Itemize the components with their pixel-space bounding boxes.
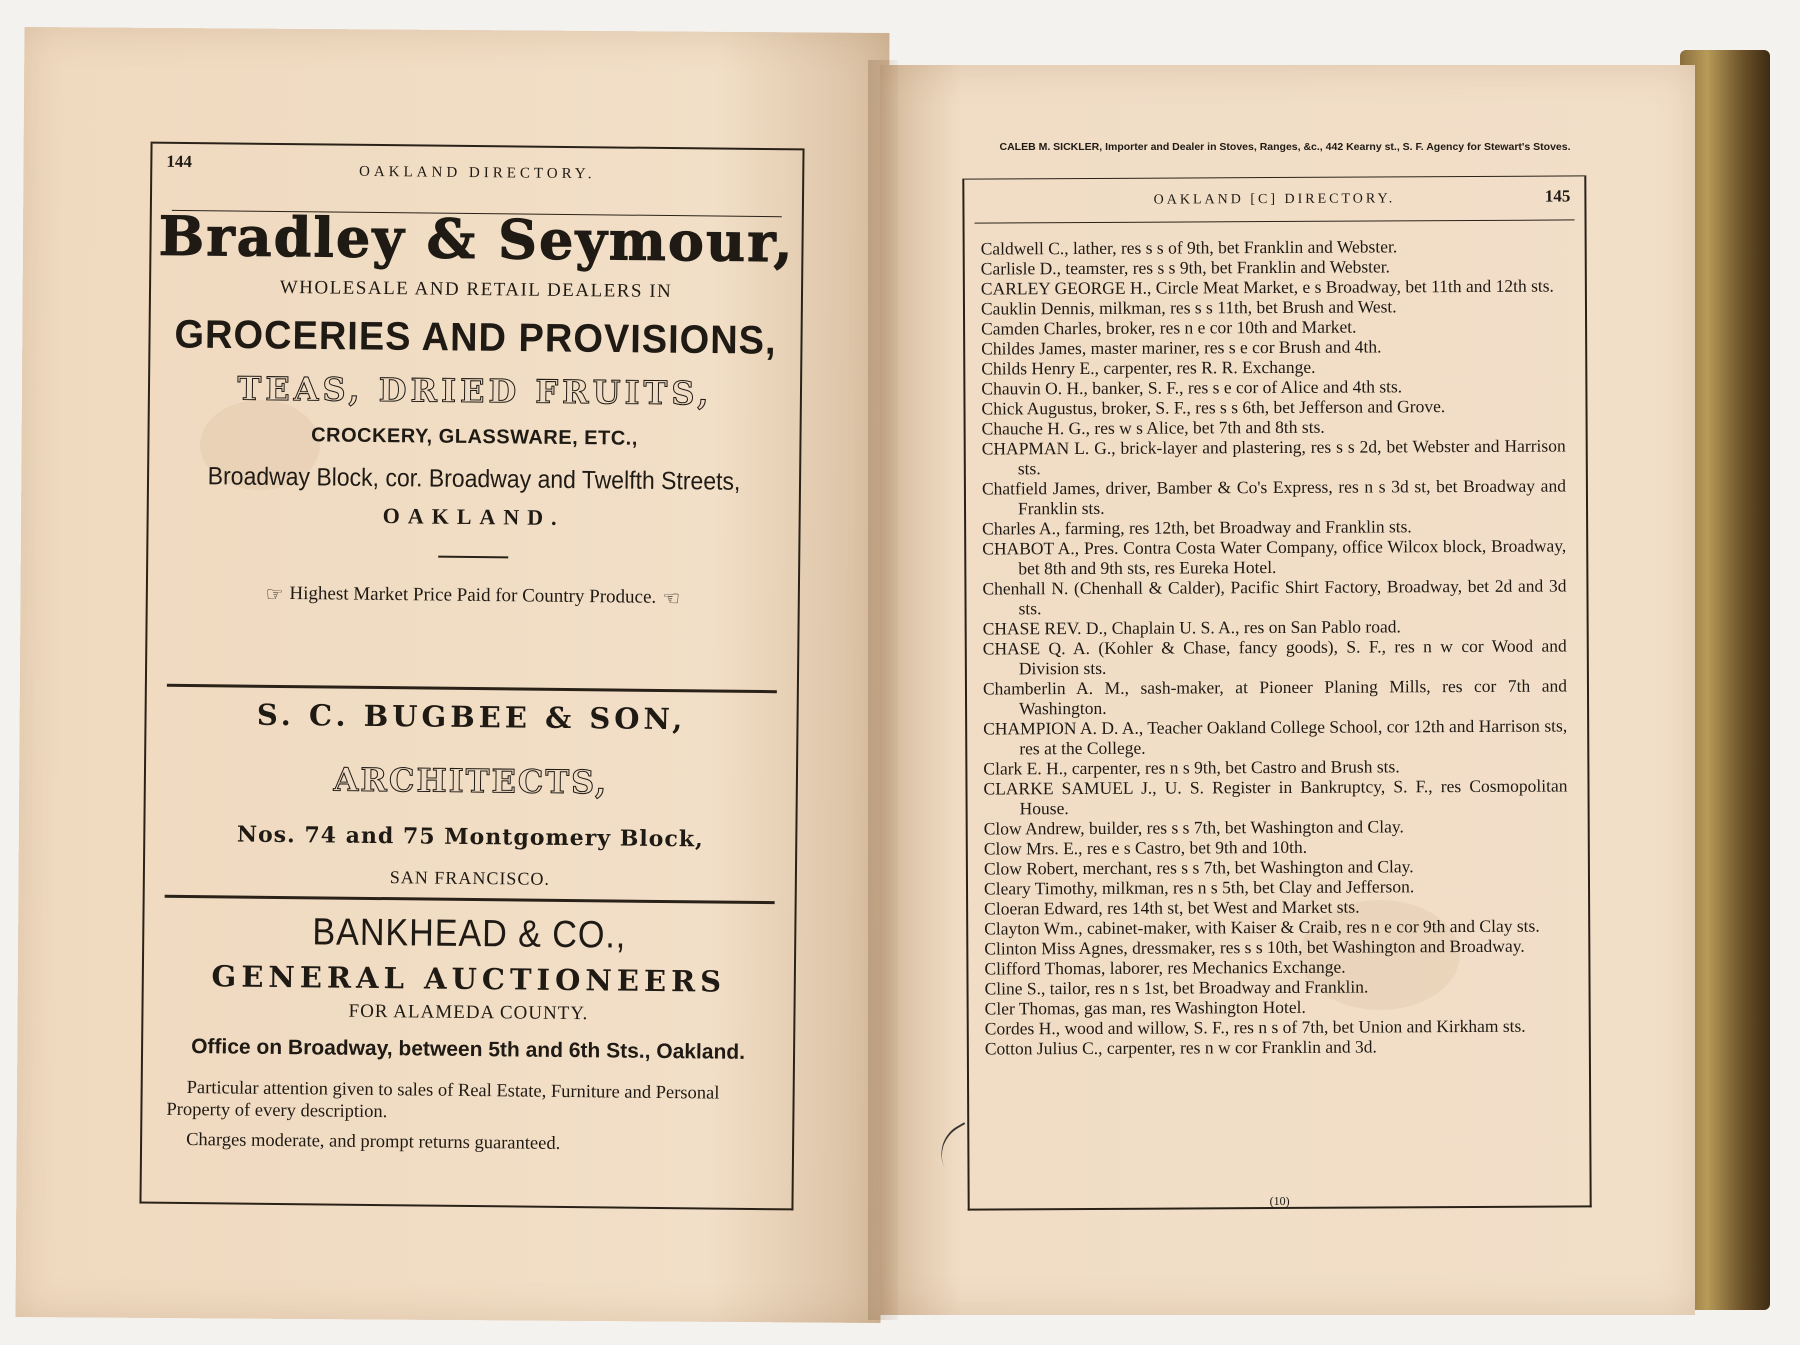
directory-entry: CHASE Q. A. (Kohler & Chase, fancy goods), S. F., res n w cor Wood and Division sts. [982,635,1567,679]
directory-entry: CHAMPION A. D. A., Teacher Oakland College School, cor 12th and Harrison sts, res at the College. [983,715,1568,759]
directory-entry: Cloeran Edward, res 14th st, bet West and Market sts. [984,896,1360,919]
ad-city: OAKLAND. [382,503,565,530]
ad-address: Broadway Block, cor. Broadway and Twelfth Streets, [207,462,741,496]
directory-entry: Cauklin Dennis, milkman, res s s 11th, bet Brush and West. [980,296,1397,319]
right-page-frame [962,175,1591,1210]
directory-entry: Childs Henry E., carpenter, res R. R. Exchange. [981,356,1316,379]
directory-entry: Chamberlin A. M., sash-maker, at Pioneer Planing Mills, res cor 7th and Washington. [982,675,1568,719]
running-head: OAKLAND DIRECTORY. [358,163,596,183]
pointing-hand-icon: ☞ [265,583,284,607]
running-head: OAKLAND [C] DIRECTORY. [1153,191,1396,208]
ad-subtitle: WHOLESALE AND RETAIL DEALERS IN [279,276,673,303]
directory-entry: Clow Robert, merchant, res s s 7th, bet Washington and Clay. [983,856,1414,879]
produce-text: Highest Market Price Paid for Country Produce. [289,582,657,608]
directory-entry: Chatfield James, driver, Bamber & Co's Express, res n s 3d st, bet Broadway and Franklin sts. [981,475,1566,519]
directory-entry: CARLEY GEORGE H., Circle Meat Market, e s Broadway, bet 11th and 12th sts. [980,275,1554,299]
directory-entry: CHAPMAN L. G., brick-layer and plastering, res s s 2d, bet Webster and Harrison sts. [981,435,1566,479]
ad-title: S. C. BUGBEE & SON, [256,697,687,737]
directory-entry: Clow Mrs. E., res e s Castro, bet 9th and 10th. [983,836,1308,859]
directory-entry: Clayton Wm., cabinet-maker, with Kaiser & Craib, res n e cor 9th and Clay sts. [984,915,1540,939]
signature-mark: (10) [1269,1193,1290,1209]
ad-office: Office on Broadway, between 5th and 6th Sts., Oakland. [191,1035,746,1064]
top-advertisement: CALEB M. SICKLER, Importer and Dealer in Stoves, Ranges, &c., 442 Kearny st., S. F. Agency for Stewart's Stoves. [999,141,1571,153]
ad-produce-line [148,581,798,613]
ad-city: SAN FRANCISCO. [389,867,551,889]
directory-entry: Clinton Miss Agnes, dressmaker, res s s 10th, bet Washington and Broadway. [984,935,1525,959]
directory-entry: Caldwell C., lather, res s s of 9th, bet Franklin and Webster. [980,236,1398,259]
directory-entry: Charles A., farming, res 12th, bet Broadway and Franklin sts. [982,516,1412,539]
directory-entry: Cotton Julius C., carpenter, res n w cor Franklin and 3d. [984,1036,1377,1059]
ad-body [166,1077,771,1157]
directory-entry: Clark E. H., carpenter, res n s 9th, bet Castro and Brush sts. [983,756,1400,779]
directory-entry: Clow Andrew, builder, res s s 7th, bet Washington and Clay. [983,816,1404,839]
section-rule [167,684,777,693]
directory-entry: CLARKE SAMUEL J., U. S. Register in Bankruptcy, S. F., res Cosmopolitan House. [983,775,1568,819]
page-number: 145 [1544,186,1571,206]
directory-entry: Camden Charles, broker, res n e cor 10th and Market. [981,316,1357,339]
ad-paragraph: Charges moderate, and prompt returns guaranteed. [186,1130,561,1154]
ad-line: GROCERIES AND PROVISIONS, [174,312,777,364]
ad-bugbee [145,697,797,893]
directory-entry: Cler Thomas, gas man, res Washington Hotel. [984,996,1306,1019]
ad-bradley-seymour [148,204,802,613]
header-rule [975,219,1575,223]
short-rule [438,556,508,559]
directory-entry: Chick Augustus, broker, S. F., res s s 6th, bet Jefferson and Grove. [981,396,1446,419]
right-page-header [964,175,1584,224]
ad-line: CROCKERY, GLASSWARE, ETC., [311,424,638,450]
ad-paragraph: Particular attention given to sales of Real Estate, Furniture and Personal Property of every description. [166,1078,720,1123]
directory-entry: CHABOT A., Pres. Contra Costa Water Company, office Wilcox block, Broadway, bet 8th and 9th sts, res Eureka Hotel. [982,535,1567,579]
directory-entry: Cordes H., wood and willow, S. F., res n s of 7th, bet Union and Kirkham sts. [984,1015,1526,1039]
ad-address: Nos. 74 and 75 Montgomery Block, [236,821,704,853]
ad-bankhead [142,910,795,1166]
left-page-frame [139,142,804,1211]
directory-entry: Chauche H. G., res w s Alice, bet 7th and 8th sts. [981,416,1325,439]
directory-entry: Cleary Timothy, milkman, res n s 5th, bet Clay and Jefferson. [983,876,1415,899]
page-number: 144 [166,151,192,172]
directory-entry: Cline S., tailor, res n s 1st, bet Broadway and Franklin. [984,976,1369,999]
ad-title: BANKHEAD & CO., [312,911,627,957]
directory-entry: CHASE REV. D., Chaplain U. S. A., res on San Pablo road. [982,616,1401,639]
book-gutter [868,60,898,1320]
ad-line: TEAS, DRIED FRUITS, [237,369,713,413]
directory-entry: Clifford Thomas, laborer, res Mechanics Exchange. [984,956,1346,979]
pointing-hand-icon: ☜ [662,587,681,611]
directory-entry: Childes James, master mariner, res s e cor Brush and 4th. [981,336,1382,359]
directory-entry: Chauvin O. H., banker, S. F., res s e cor of Alice and 4th sts. [981,376,1403,399]
ad-county: FOR ALAMEDA COUNTY. [348,1000,589,1025]
ad-trade: GENERAL AUCTIONEERS [211,959,727,999]
ad-trade: ARCHITECTS, [333,760,609,802]
ad-title: Bradley & Seymour, [158,203,795,275]
directory-entries [981,235,1569,1058]
directory-entry: Carlisle D., teamster, res s s 9th, bet Franklin and Webster. [980,256,1391,279]
directory-entry: Chenhall N. (Chenhall & Calder), Pacific Shirt Factory, Broadway, bet 2d and 3d sts. [982,575,1567,619]
section-rule [165,895,775,904]
